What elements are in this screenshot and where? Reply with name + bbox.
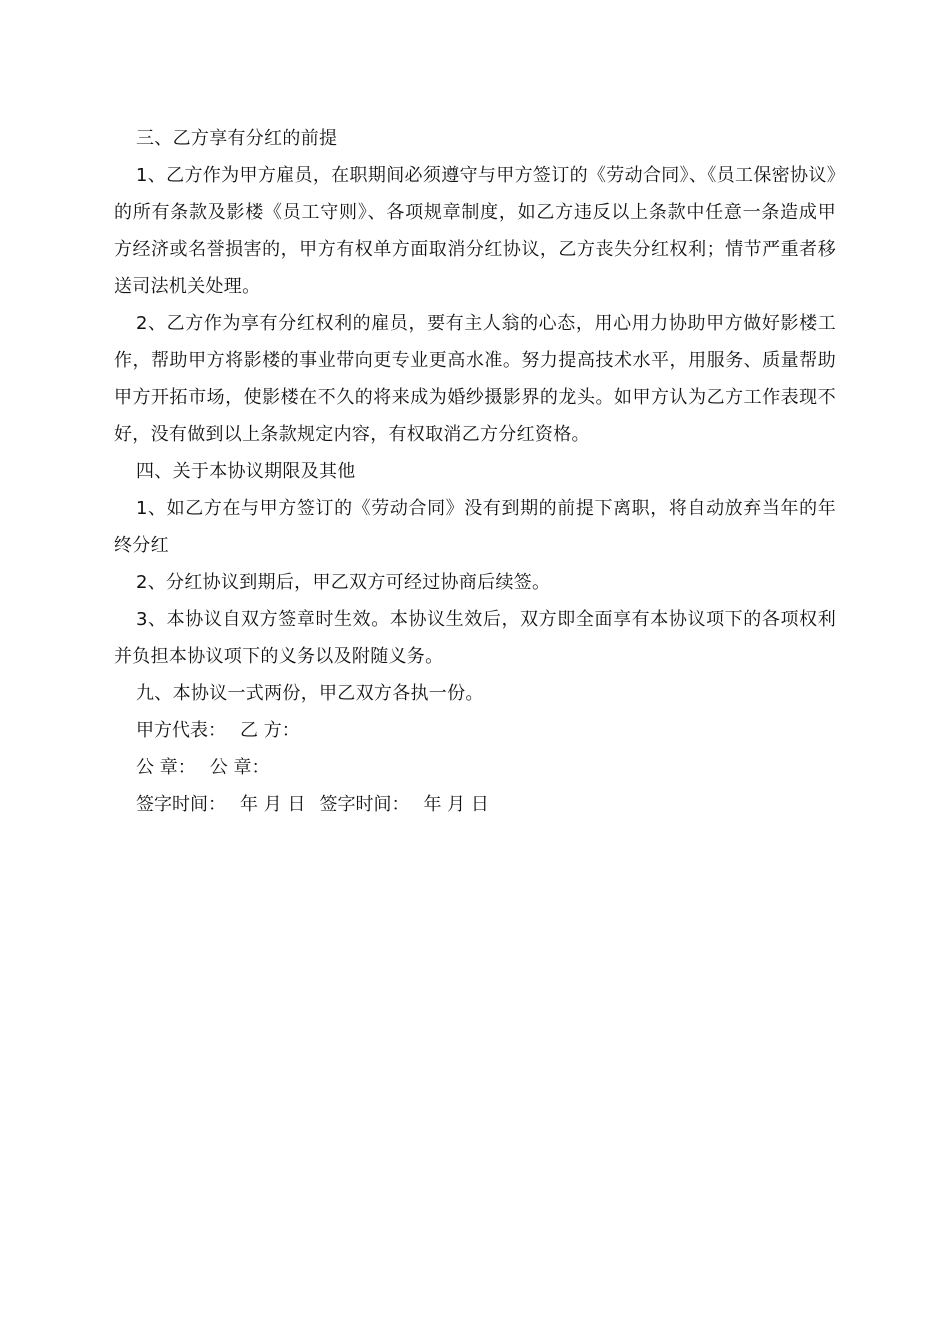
signature-representatives-line bbox=[114, 712, 836, 749]
date-b-label: 签字时间： bbox=[319, 794, 410, 815]
date-b-fields: 年 月 日 bbox=[423, 794, 489, 815]
section-3-item-1: 1、乙方作为甲方雇员，在职期间必须遵守与甲方签订的《劳动合同》、《员工保密协议》的所有条款及影楼《员工守则》、各项规章制度，如乙方违反以上条款中任意一条造成甲方经济或名誉损害的，甲方有权单方面取消分红协议，乙方丧失分红权利；情节严重者移送司法机关处理。 bbox=[114, 165, 836, 297]
section-4-item-1: 1、如乙方在与甲方签订的《劳动合同》没有到期的前提下离职，将自动放弃当年的年终分红 bbox=[114, 498, 836, 556]
section-9-text: 九、本协议一式两份，甲乙双方各执一份。 bbox=[136, 683, 484, 704]
seal-b-label: 公 章： bbox=[209, 757, 270, 778]
section-3-item-2: 2、乙方作为享有分红权利的雇员，要有主人翁的心态，用心用力协助甲方做好影楼工作，帮助甲方将影楼的事业带向更专业更高水准。努力提高技术水平，用服务、质量帮助甲方开拓市场，使影楼在不久的将来成为婚纱摄影界的龙头。如甲方认为乙方工作表现不好，没有做到以上条款规定内容，有权取消乙方分红资格。 bbox=[114, 313, 836, 445]
section-4-heading: 四、关于本协议期限及其他 bbox=[136, 461, 356, 482]
signature-seal-line bbox=[114, 749, 836, 786]
seal-a-label: 公 章： bbox=[136, 757, 196, 778]
document-body bbox=[114, 120, 836, 823]
section-3-heading: 三、乙方享有分红的前提 bbox=[136, 128, 338, 149]
date-a-label: 签字时间： bbox=[136, 794, 226, 815]
section-4-item-2: 2、分红协议到期后，甲乙双方可经过协商后续签。 bbox=[136, 572, 551, 593]
date-a-fields: 年 月 日 bbox=[240, 794, 306, 815]
party-a-label: 甲方代表： bbox=[136, 720, 226, 741]
party-b-label: 乙 方： bbox=[240, 720, 300, 741]
signature-date-line bbox=[114, 786, 836, 823]
section-4-item-3: 3、本协议自双方签章时生效。本协议生效后，双方即全面享有本协议项下的各项权利并负担本协议项下的义务以及附随义务。 bbox=[114, 609, 836, 667]
